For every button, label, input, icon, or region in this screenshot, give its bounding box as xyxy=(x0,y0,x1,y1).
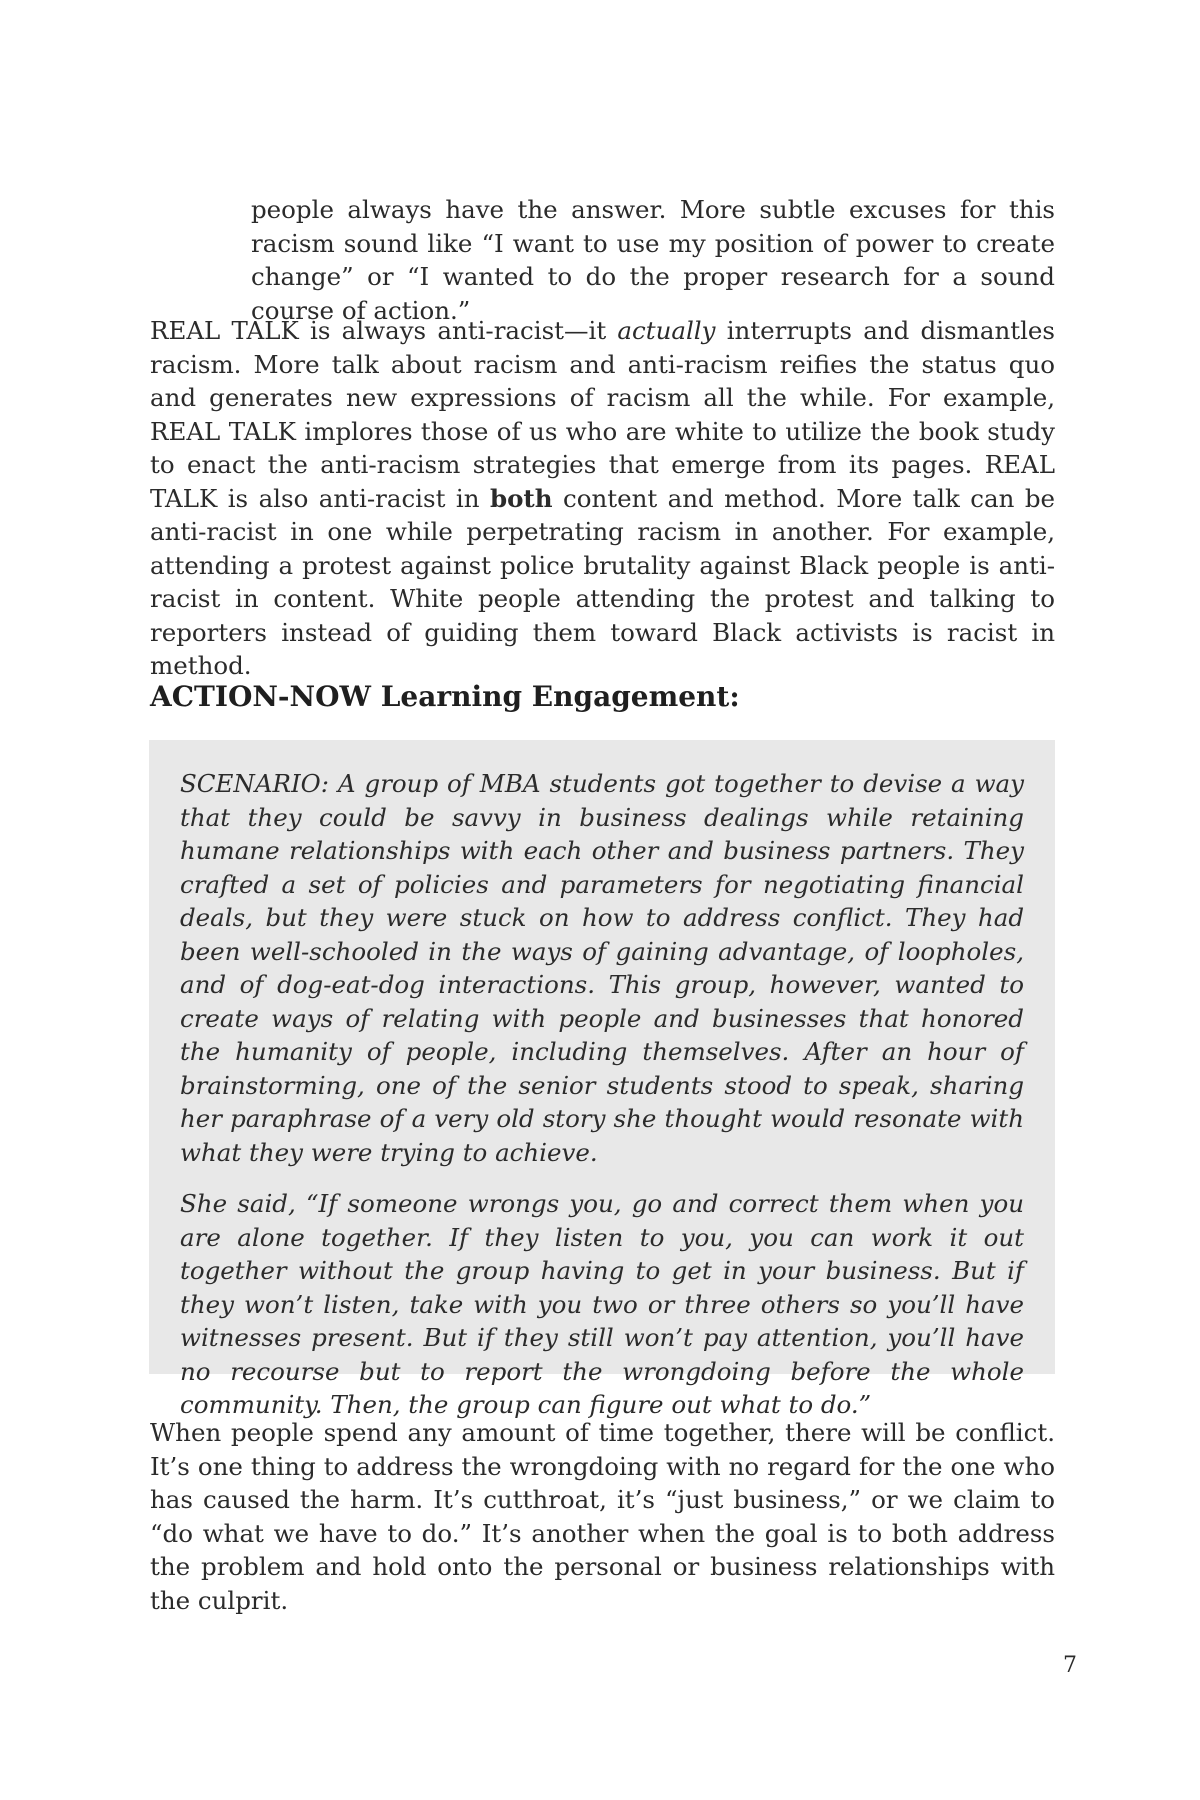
real-talk-text-part2: interrupts and dismantles racism. More talk about racism and anti-racism reifies the status quo and generates new expressions of racism all the while. For example, REAL TALK implores those of us who are white to utilize the book study to enact the anti-racism strategies that emerge from its pages. REAL TALK is also anti-racist in xyxy=(150,316,1055,513)
conflict-paragraph: When people spend any amount of time together, there will be conflict. It’s one thing to address the wrongdoing with no regard for the one who has caused the harm. It’s cutthroat, it’s “just business,” or we claim to “do what we have to do.” It’s another when the goal is to both address the problem and hold onto the personal or business relationships with the culprit. xyxy=(150,1418,1055,1615)
real-talk-text-part3: content and method. More talk can be anti-racist in one while perpetrating racism in another. For example, attending a protest against police brutality against Black people is anti-racist in content. White people attending the protest and talking to reporters instead of guiding them toward Black activists is racist in method. xyxy=(150,483,1056,680)
real-talk-paragraph xyxy=(150,314,1055,683)
scenario-box xyxy=(149,740,1055,1419)
continued-indented-paragraph: people always have the answer. More subtle excuses for this racism sound like “I want to use my position of power to create change” or “I wanted to do the proper research for a sound course of action.” xyxy=(251,195,1055,325)
page-number: 7 xyxy=(1063,1653,1077,1678)
emphasis-actually: actually xyxy=(617,316,716,345)
real-talk-text-part1: REAL TALK is always anti-racist—it xyxy=(150,316,618,345)
bold-both: both xyxy=(489,483,553,513)
section-heading: ACTION-NOW Learning Engagement: xyxy=(150,680,740,713)
scenario-paragraph: SCENARIO: A group of MBA students got together to devise a way that they could be savvy in business dealings while retaining humane relationships with each other and business partners. They crafted a set of policies and parameters for negotiating financial deals, but they were stuck on how to address conflict. They had been well-schooled in the ways of gaining advantage, of loopholes, and of dog-eat-dog interactions. This group, however, wanted to create ways of relating with people and businesses that honored the humanity of people, including themselves. After an hour of brainstorming, one of the senior students stood to speak, sharing her paraphrase of a very old story she thought would resonate with what they were trying to achieve. xyxy=(180,769,1024,1167)
scenario-quote-paragraph: She said, “If someone wrongs you, go and correct them when you are alone together. If they listen to you, you can work it out together without the group having to get in your business. But if they won’t listen, take with you two or three others so you’ll have witnesses present. But if they still won’t pay attention, you’ll have no recourse but to report the wrongdoing before the whole community. Then, the group can figure out what to do.” xyxy=(180,1189,1024,1419)
